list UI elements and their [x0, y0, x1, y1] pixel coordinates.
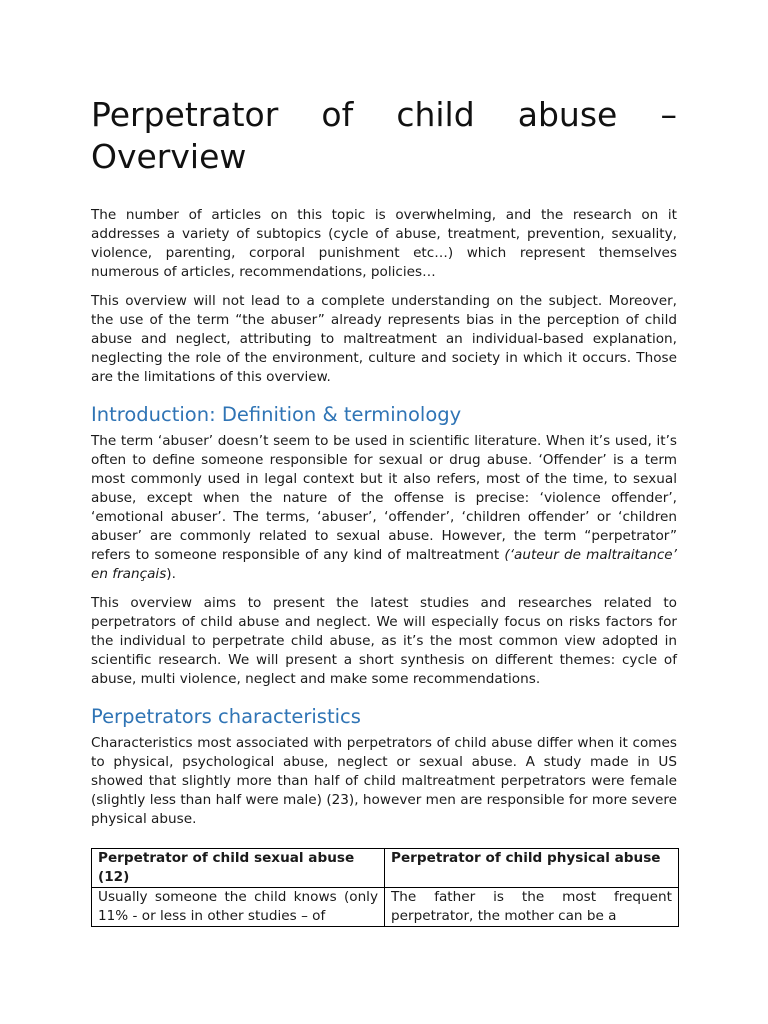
- table-header-sexual-abuse: Perpetrator of child sexual abuse (12): [92, 849, 385, 888]
- title-word: of: [321, 95, 354, 134]
- title-line-2: Overview: [91, 137, 247, 176]
- document-page: [91, 94, 677, 927]
- characteristics-paragraph-1: Characteristics most associated with perpetrators of child abuse differ when it comes to physical, psychological abuse, neglect or sexual abuse. A study made in US showed that slightly more than half of child maltreatment perpetrators were female (slightly less than half were male) (23), however men are responsible for more severe physical abuse.: [91, 735, 677, 827]
- title-word: –: [660, 95, 677, 134]
- perpetrator-comparison-table: [91, 848, 679, 927]
- introduction-paragraph-1-italic: (‘auteur de maltraitance’ en français: [91, 547, 677, 582]
- title-word: Perpetrator: [91, 95, 279, 134]
- table-header-row: [92, 849, 679, 888]
- introduction-paragraph-1-end: ).: [166, 566, 176, 582]
- intro-paragraph-2: This overview will not lead to a complete understanding on the subject. Moreover, the use of the term “the abuser” already represents bias in the perception of child abuse and neglect, attributing to maltreatment an individual-based explanation, neglecting the role of the environment, culture and society in which it occurs. Those are the limitations of this overview.: [91, 293, 677, 385]
- section-heading-introduction: Introduction: Definition & terminology: [91, 403, 462, 426]
- table-cell-text: Usually someone the child knows (only 11% - or less in other studies – of: [98, 889, 378, 924]
- table-cell-text: The father is the most frequent perpetrator, the mother can be a: [391, 889, 672, 924]
- title-line-1: [91, 94, 677, 136]
- introduction-paragraph-1: [91, 432, 677, 584]
- document-title: [91, 94, 677, 178]
- title-word: child: [396, 95, 475, 134]
- section-heading-characteristics: Perpetrators characteristics: [91, 705, 361, 728]
- introduction-paragraph-1-text: The term ‘abuser’ doesn’t seem to be used in scientific literature. When it’s used, it’s often to define someone responsible for sexual or drug abuse. ‘Offender’ is a term most commonly used in legal context but it also refers, most of the time, to sexual abuse, except when the nature of the offense is precise: ‘violence offender’, ‘emotional abuser’. The terms, ‘abuser’, ‘offender’, ‘children offender’ or ‘children abuser’ are commonly related to sexual abuse. However, the term “perpetrator” refers to someone responsible of any kind of maltreatment: [91, 433, 677, 563]
- table-cell: [385, 888, 679, 927]
- table-header-physical-abuse: Perpetrator of child physical abuse: [385, 849, 679, 888]
- intro-paragraph-1: The number of articles on this topic is overwhelming, and the research on it addresses a variety of subtopics (cycle of abuse, treatment, prevention, sexuality, violence, parenting, corporal punishment etc…) which represent themselves numerous of articles, recommendations, policies…: [91, 207, 677, 280]
- title-word: abuse: [517, 95, 618, 134]
- table-cell: [92, 888, 385, 927]
- table-row: [92, 888, 679, 927]
- introduction-paragraph-2: This overview aims to present the latest studies and researches related to perpetrators of child abuse and neglect. We will especially focus on risks factors for the individual to perpetrate child abuse, as it’s the most common view adopted in scientific research. We will present a short synthesis on different themes: cycle of abuse, multi violence, neglect and make some recommendations.: [91, 595, 677, 687]
